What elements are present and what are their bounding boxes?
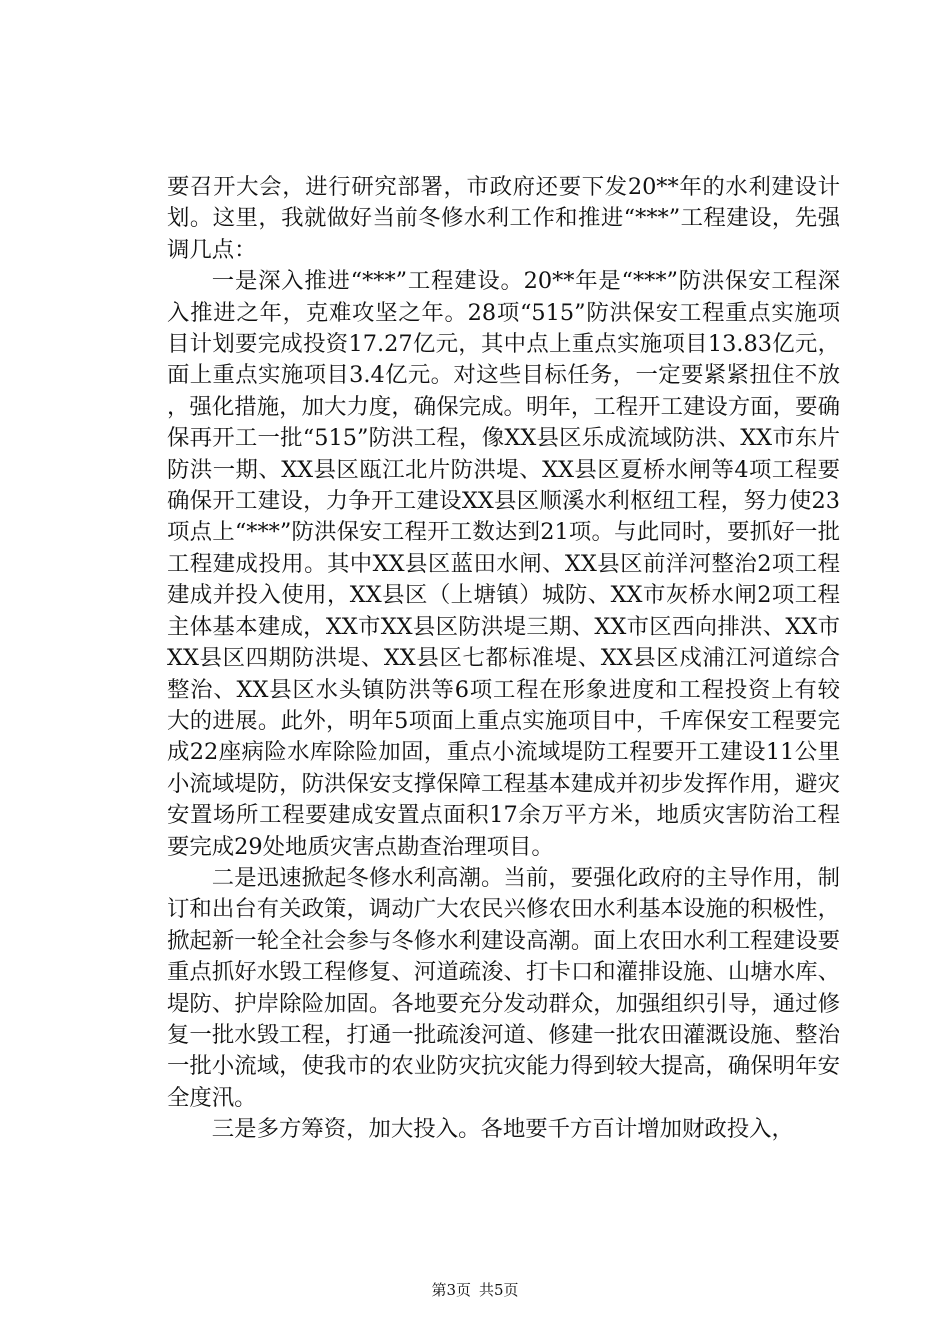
paragraph-continuation: 要召开大会，进行研究部署，市政府还要下发20**年的水利建设计划。这里，我就做好当前冬修水利工作和推进“***”工程建设，先强调几点：: [167, 174, 840, 263]
paragraph-point-two: 二是迅速掀起冬修水利高潮。当前，要强化政府的主导作用，制订和出台有关政策，调动广大农民兴修农田水利基本设施的积极性，掀起新一轮全社会参与冬修水利建设高潮。面上农田水利工程建设要重点抓好水毁工程修复、河道疏浚、打卡口和灌排设施、山塘水库、堤防、护岸除险加固。各地要充分发动群众，加强组织引导，通过修复一批水毁工程，打通一批疏浚河道、修建一批农田灌溉设施、整治一批小流域，使我市的农业防灾抗灾能力得到较大提高，确保明年安全度汛。: [167, 864, 840, 1111]
paragraph-point-three: 三是多方筹资，加大投入。各地要千方百计增加财政投入，: [211, 1116, 794, 1143]
paragraph-point-one: 一是深入推进“***”工程建设。20**年是“***”防洪保安工程深入推进之年，克难攻坚之年。28项“515”防洪保安工程重点实施项目计划要完成投资17.27亿元，其中点上重点实施项目13.83亿元，面上重点实施项目3.4亿元。对这些目标任务，一定要紧紧扭住不放，强化措施，加大力度，确保完成。明年，工程开工建设方面，要确保再开工一批“515”防洪工程，像XX县区乐成流域防洪、XX市东片防洪一期、XX县区瓯江北片防洪堤、XX县区夏桥水闸等4项工程要确保开工建设，力争开工建设XX县区顺溪水利枢纽工程，努力使23项点上“***”防洪保安工程开工数达到21项。与此同时，要抓好一批工程建成投用。其中XX县区蓝田水闸、XX县区前洋河整治2项工程建成并投入使用，XX县区（上塘镇）城防、XX市灰桥水闸2项工程主体基本建成，XX市XX县区防洪堤三期、XX市区西向排洪、XX市XX县区四期防洪堤、XX县区七都标准堤、XX县区戍浦江河道综合整治、XX县区水头镇防洪等6项工程在形象进度和工程投资上有较大的进展。此外，明年5项面上重点实施项目中，千库保安工程要完成22座病险水库除险加固，重点小流域堤防工程要开工建设11公里小流域堤防，防洪保安支撑保障工程基本建成并初步发挥作用，避灾安置场所工程要建成安置点面积17余万平方米，地质灾害防治工程要完成29处地质灾害点勘查治理项目。: [167, 268, 840, 860]
body-text: [167, 172, 840, 1146]
page-number-current: 第3页: [431, 1281, 471, 1299]
page-footer: [0, 1280, 950, 1300]
page-number-total: 共5页: [479, 1281, 519, 1299]
